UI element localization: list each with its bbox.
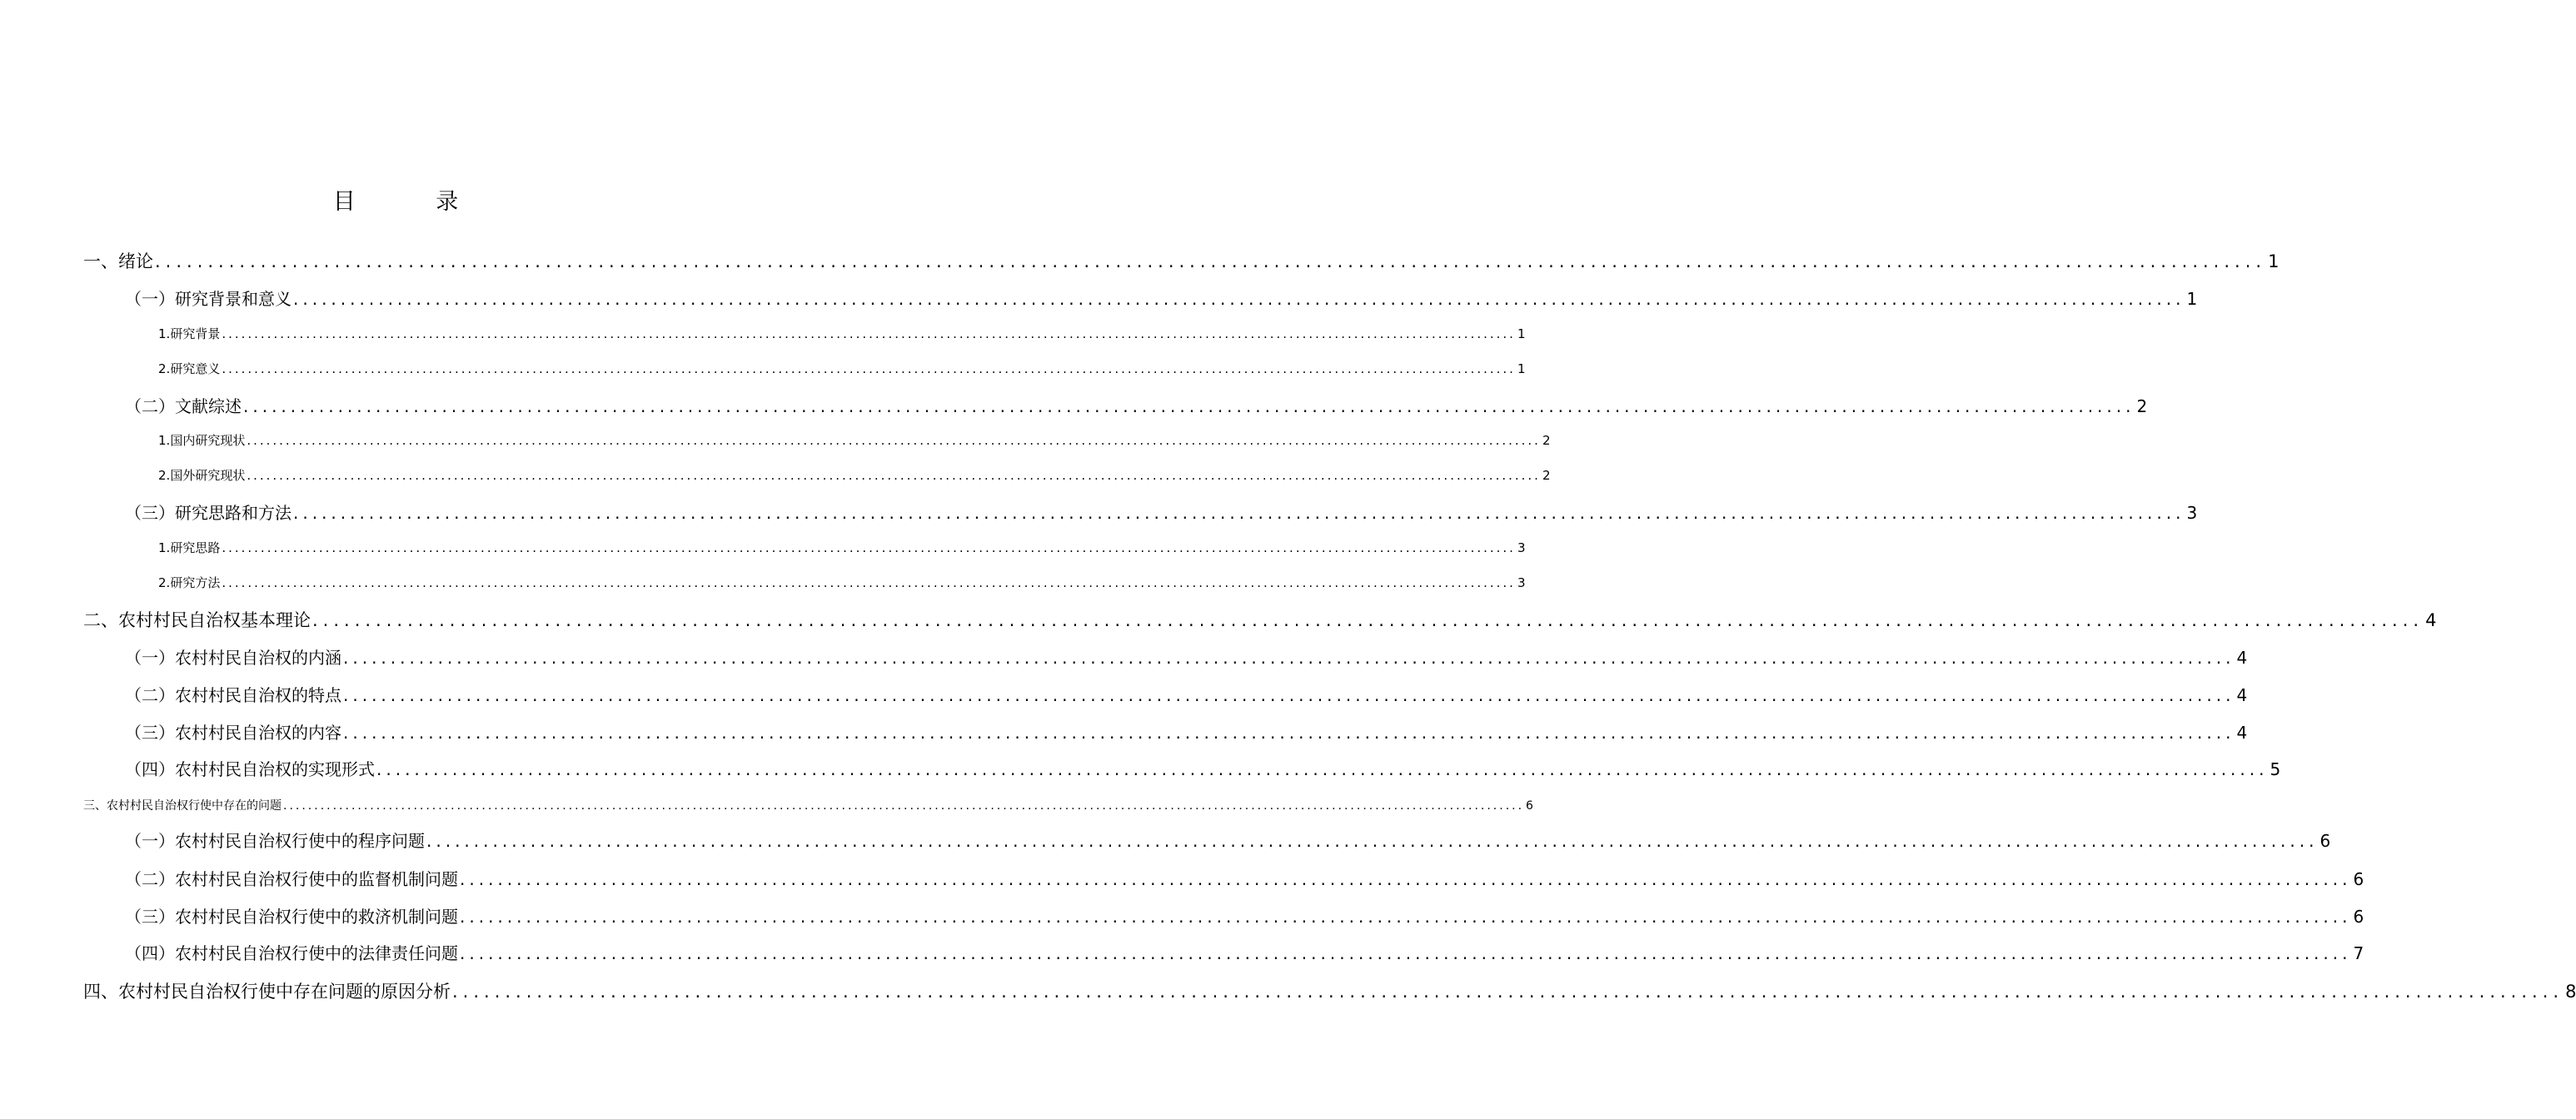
toc-dot-leader: ........................................................................................................................................................................................................ [426,831,2319,851]
toc-dot-leader: ........................................................................................................................................................................................................ [222,575,1516,590]
toc-entry[interactable] [0,828,2331,852]
toc-entry-title: 农村村民自治权行使中存在的问题 [107,799,282,813]
toc-entry[interactable] [0,539,1526,556]
page-title: 目 录 [332,189,496,215]
toc-entry-title: 研究背景和意义 [175,289,291,309]
toc-entry-number: （三） [125,907,175,927]
toc-entry[interactable] [0,903,2364,928]
toc-entry[interactable] [0,682,2248,706]
toc-dot-leader: ........................................................................................................................................................................................................ [460,943,2352,963]
toc-entry-title: 文献综述 [175,396,242,416]
toc-dot-leader: ........................................................................................................................................................................................................ [312,610,2424,630]
toc-dot-leader: ........................................................................................................................................................................................................ [222,361,1516,376]
toc-entry-title: 农村村民自治权行使中的监督机制问题 [175,869,458,889]
toc-entry-number: 三、 [83,799,107,813]
toc-entry-page: 4 [2236,648,2248,668]
toc-entry-number: （二） [125,396,175,416]
toc-entry[interactable] [0,466,1551,484]
toc-entry-title: 农村村民自治权的内涵 [175,648,341,668]
toc-entry-page: 5 [2270,759,2281,779]
toc-dot-leader: ........................................................................................................................................................................................................ [343,723,2235,743]
toc-entry-number: 二、 [83,610,118,630]
toc-entry-page: 3 [1517,575,1526,590]
toc-dot-leader: ........................................................................................................................................................................................................ [247,468,1541,483]
toc-entry-page: 6 [2353,869,2364,889]
toc-entry-number: （四） [125,943,175,963]
toc-entry-title: 研究背景 [170,326,221,341]
toc-entry-title: 农村村民自治权基本理论 [118,610,311,630]
toc-dot-leader: ........................................................................................................................................................................................................ [155,251,2267,271]
toc-entry-page: 1 [2186,289,2198,309]
toc-entry-title: 研究意义 [170,361,221,376]
toc-entry-number: （四） [125,759,175,779]
toc-entry-number: （三） [125,723,175,743]
toc-entry-title: 农村村民自治权行使中的救济机制问题 [175,907,458,927]
toc-dot-leader: ........................................................................................................................................................................................................ [222,540,1516,555]
toc-entry-title: 研究思路 [170,540,221,555]
toc-entry-number: 2. [158,468,171,483]
toc-entry[interactable] [0,248,2280,273]
toc-dot-leader: ........................................................................................................................................................................................................ [283,799,1525,813]
toc-entry-title: 研究方法 [170,575,221,590]
toc-entry-title: 农村村民自治权行使中的法律责任问题 [175,943,458,963]
toc-entry-page: 2 [2136,396,2148,416]
toc-entry-number: 2. [158,361,171,376]
toc-entry-page: 6 [1526,799,1533,813]
toc-entry-number: 1. [158,540,171,555]
toc-entry-number: 2. [158,575,171,590]
toc-entry-page: 3 [1517,540,1526,555]
toc-entry-number: （一） [125,831,175,851]
toc-entry[interactable] [0,286,2198,310]
toc-entry-page: 6 [2353,907,2364,927]
toc-dot-leader: ........................................................................................................................................................................................................ [243,396,2135,416]
toc-entry[interactable] [0,940,2364,964]
toc-dot-leader: ........................................................................................................................................................................................................ [376,759,2269,779]
toc-entry-title: 农村村民自治权的实现形式 [175,759,375,779]
toc-entry[interactable] [0,574,1526,591]
toc-entry[interactable] [0,431,1551,449]
toc-entry-page: 1 [1517,326,1526,341]
toc-entry[interactable] [0,500,2198,524]
toc-entry-number: （一） [125,289,175,309]
toc-entry-title: 研究思路和方法 [175,503,291,523]
toc-entry-title: 农村村民自治权行使中的程序问题 [175,831,425,851]
toc-entry-title: 农村村民自治权行使中存在问题的原因分析 [118,982,451,1002]
toc-entry-page: 4 [2236,685,2248,705]
toc-entry-title: 农村村民自治权的内容 [175,723,341,743]
toc-entry[interactable] [0,360,1526,377]
toc-entry-title: 农村村民自治权的特点 [175,685,341,705]
toc-entry[interactable] [0,866,2364,890]
toc-entry-page: 1 [1517,361,1526,376]
toc-entry-number: （二） [125,869,175,889]
toc-entry-number: 1. [158,433,171,448]
toc-dot-leader: ........................................................................................................................................................................................................ [293,289,2185,309]
toc-entry-title: 国外研究现状 [170,468,246,483]
toc-dot-leader: ........................................................................................................................................................................................................ [460,869,2352,889]
toc-entry-number: （二） [125,685,175,705]
toc-entry-number: （一） [125,648,175,668]
toc-dot-leader: ........................................................................................................................................................................................................ [343,685,2235,705]
toc-entry-number: 1. [158,326,171,341]
toc-dot-leader: ........................................................................................................................................................................................................ [293,503,2185,523]
toc-entry[interactable] [0,607,2437,632]
toc-entry-page: 4 [2236,723,2248,743]
toc-entry-number: 一、 [83,251,118,271]
toc-dot-leader: ........................................................................................................................................................................................................ [452,982,2564,1002]
toc-dot-leader: ........................................................................................................................................................................................................ [247,433,1541,448]
toc-entry-page: 2 [1542,468,1551,483]
toc-entry-page: 6 [2319,831,2331,851]
toc-entry-page: 2 [1542,433,1551,448]
toc-entry[interactable] [0,719,2248,744]
toc-entry[interactable] [0,325,1526,342]
toc-entry-number: （三） [125,503,175,523]
toc-entry[interactable] [0,797,1533,813]
toc-entry-page: 4 [2425,610,2437,630]
toc-entry-number: 四、 [83,982,118,1002]
toc-entry[interactable] [0,978,2576,1003]
toc-entry-title: 绪论 [118,251,153,271]
toc-entry-page: 7 [2353,943,2364,963]
toc-entry-page: 3 [2186,503,2198,523]
toc-entry-page: 1 [2268,251,2280,271]
toc-entry[interactable] [0,393,2148,417]
toc-entry-title: 国内研究现状 [170,433,246,448]
toc-entry-page: 8 [2565,982,2576,1002]
toc-dot-leader: ........................................................................................................................................................................................................ [222,326,1516,341]
toc-dot-leader: ........................................................................................................................................................................................................ [343,648,2235,668]
toc-entry[interactable] [0,644,2248,669]
toc-dot-leader: ........................................................................................................................................................................................................ [460,907,2352,927]
toc-entry[interactable] [0,756,2281,780]
